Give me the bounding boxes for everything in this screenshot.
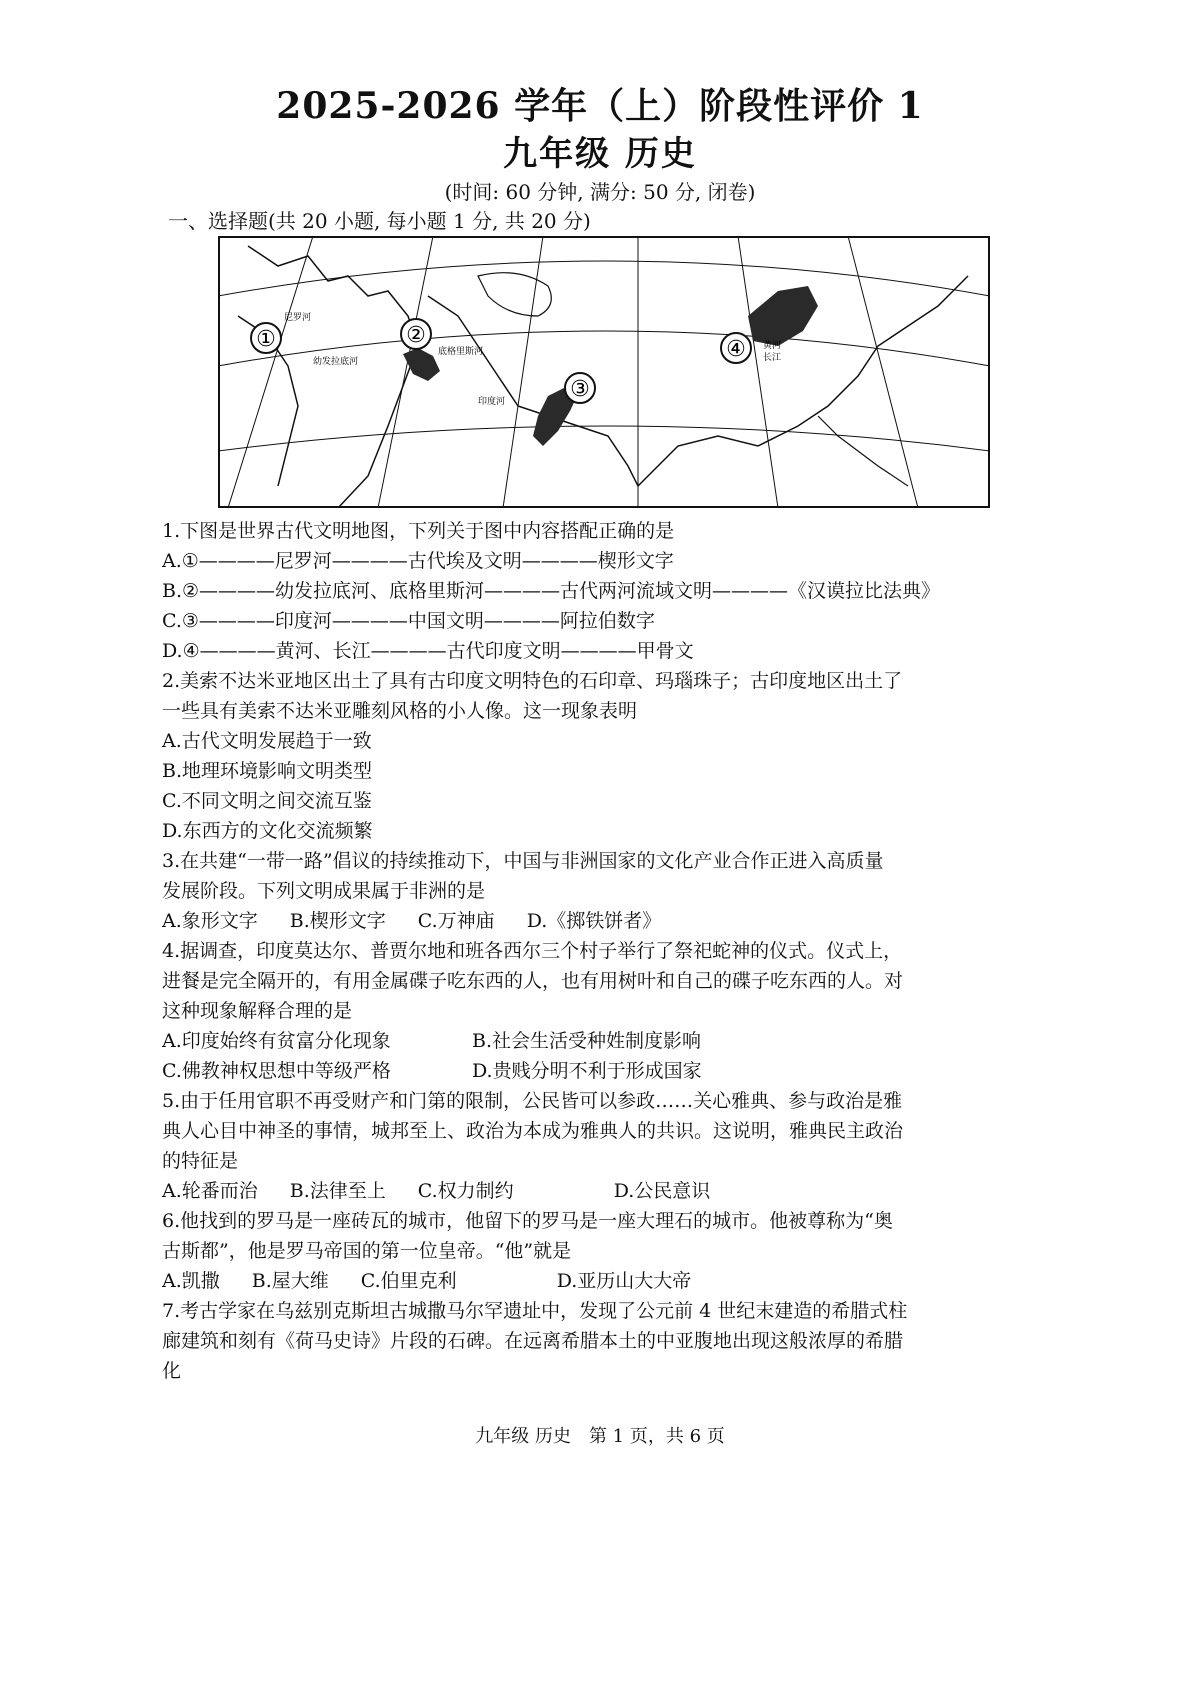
exam-title: 2025-2026 学年（上）阶段性评价 1 [276,85,924,127]
q3-stem-line-2: 发展阶段。下列文明成果属于非洲的是 [162,880,486,902]
q7-stem-line-3: 化 [162,1360,182,1382]
q5-option-b: B.法律至上 [289,1180,386,1202]
section-heading: 一、选择题(共 20 小题, 每小题 1 分, 共 20 分) [168,209,591,233]
map-marker-1-label: ① [256,327,276,352]
q6-option-b: B.屋大维 [251,1270,329,1292]
q4-stem-line-2: 进餐是完全隔开的，有用金属碟子吃东西的人，也有用树叶和自己的碟子吃东西的人。对 [162,970,904,992]
q4-option-b: B.社会生活受种姓制度影响 [472,1030,702,1052]
page-footer: 九年级 历史 第 1 页，共 6 页 [475,1426,725,1447]
map-label-yellow-river: 黄河 [763,341,782,351]
map-label-tigris: 底格里斯河 [438,347,484,357]
q4-options-row-1 [162,1026,962,1056]
map-marker-4-label: ④ [726,337,746,362]
questions-content [162,516,962,1386]
map-marker-2-label: ② [406,323,426,348]
map-label-nile: 尼罗河 [284,313,312,323]
q5-options [162,1176,962,1206]
map-label-yangtze: 长江 [763,353,782,363]
q3-option-a: A.象形文字 [162,910,258,932]
q4-option-a: A.印度始终有贫富分化现象 [162,1030,391,1052]
q2-option-d: D.东西方的文化交流频繁 [162,820,373,842]
q6-option-c: C.伯里克利 [360,1270,457,1292]
q5-stem-line-2: 典人心目中神圣的事情，城邦至上、政治为本成为雅典人的共识。这说明，雅典民主政治 [162,1120,904,1142]
q3-option-b: B.楔形文字 [289,910,386,932]
q3-option-c: C.万神庙 [417,910,495,932]
q1-option-b: B.②————幼发拉底河、底格里斯河————古代两河流域文明————《汉谟拉比法典》 [162,580,941,602]
q2-stem-line-1: 2.美索不达米亚地区出土了具有古印度文明特色的石印章、玛瑙珠子；古印度地区出土了 [162,670,903,692]
q2-option-a: A.古代文明发展趋于一致 [162,730,372,752]
q1-option-a: A.①————尼罗河————古代埃及文明————楔形文字 [162,550,674,572]
q5-stem-line-1: 5.由于任用官职不再受财产和门第的限制，公民皆可以参政……关心雅典、参与政治是雅 [162,1090,903,1112]
q2-option-c: C.不同文明之间交流互鉴 [162,790,372,812]
q7-stem-line-2: 廊建筑和刻有《荷马史诗》片段的石碑。在远离希腊本土的中亚腹地出现这般浓厚的希腊 [162,1330,904,1352]
map-label-indus: 印度河 [478,397,506,407]
map-marker-3-label: ③ [570,377,590,402]
q2-option-b: B.地理环境影响文明类型 [162,760,373,782]
q3-options [162,906,962,936]
q1-option-d: D.④————黄河、长江————古代印度文明————甲骨文 [162,640,694,662]
q6-stem-line-2: 古斯都”，他是罗马帝国的第一位皇帝。“他”就是 [162,1240,572,1262]
q5-option-d: D.公民意识 [613,1180,711,1202]
q6-option-d: D.亚历山大大帝 [556,1270,692,1292]
q1-stem: 1.下图是世界古代文明地图，下列关于图中内容搭配正确的是 [162,520,675,542]
q1-option-c: C.③————印度河————中国文明————阿拉伯数字 [162,610,655,632]
q3-option-d: D.《掷铁饼者》 [526,910,662,932]
q4-option-c: C.佛教神权思想中等级严格 [162,1060,391,1082]
q4-stem-line-3: 这种现象解释合理的是 [162,1000,353,1022]
q5-stem-line-3: 的特征是 [162,1150,239,1172]
q2-stem-line-2: 一些具有美索不达米亚雕刻风格的小人像。这一现象表明 [162,700,638,722]
q5-option-a: A.轮番而治 [162,1180,258,1202]
map-label-euphrates: 幼发拉底河 [313,357,359,367]
q3-stem-line-1: 3.在共建“一带一路”倡议的持续推动下，中国与非洲国家的文化产业合作正进入高质量 [162,850,884,872]
q6-options [162,1266,962,1296]
ancient-civilizations-map [218,236,990,508]
q4-options-row-2 [162,1056,962,1086]
exam-info: (时间: 60 分钟, 满分: 50 分, 闭卷) [444,180,756,204]
q5-option-c: C.权力制约 [417,1180,514,1202]
q6-stem-line-1: 6.他找到的罗马是一座砖瓦的城市，他留下的罗马是一座大理石的城市。他被尊称为“奥 [162,1210,893,1232]
q4-stem-line-1: 4.据调查，印度莫达尔、普贾尔地和班各西尔三个村子举行了祭祀蛇神的仪式。仪式上， [162,940,903,962]
q4-option-d: D.贵贱分明不利于形成国家 [472,1060,702,1082]
exam-subtitle: 九年级 历史 [503,134,697,174]
q6-option-a: A.凯撒 [162,1270,220,1292]
q7-stem-line-1: 7.考古学家在乌兹别克斯坦古城撒马尔罕遗址中，发现了公元前 4 世纪末建造的希腊式柱 [162,1300,908,1322]
